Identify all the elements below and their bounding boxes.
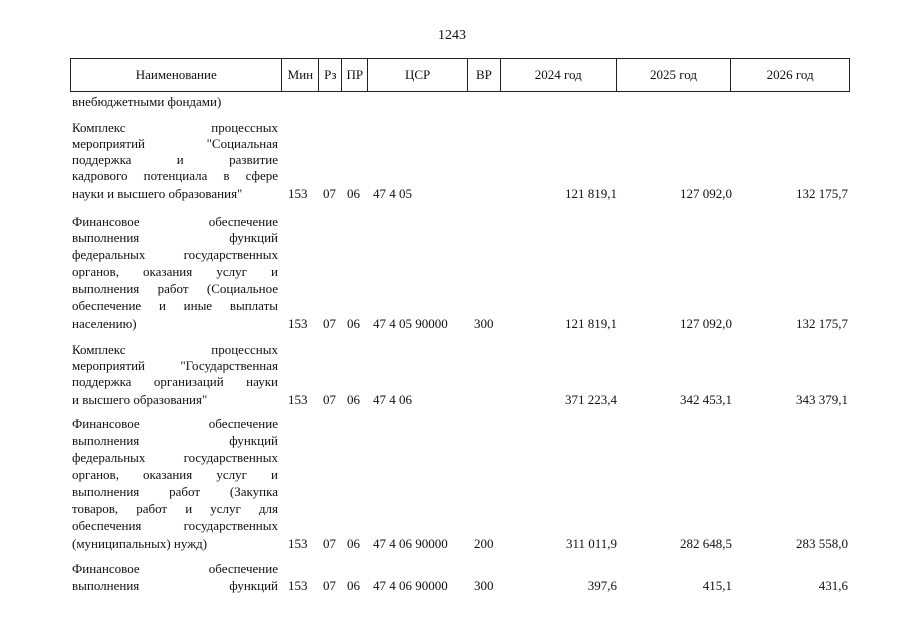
row-name-line: науки и высшего образования" [72,186,243,201]
row-csr: 47 4 06 90000 [373,536,448,551]
header-rz: Рз [319,59,342,91]
row-name-line: обеспечения государственных [72,518,278,533]
row-pr: 06 [347,578,360,593]
row-rz: 07 [323,536,336,551]
row-pr: 06 [347,316,360,331]
row-min: 153 [288,392,308,407]
row-min: 153 [288,536,308,551]
row-name-line: Финансовое обеспечение [72,561,278,576]
row-value-2026: 343 379,1 [796,392,848,407]
row-name-line: товаров, работ и услуг для [72,501,278,516]
row-pr: 06 [347,392,360,407]
row-name-line: населению) [72,316,137,331]
row-value-2024: 121 819,1 [565,316,617,331]
row-name-line: мероприятий "Государственная [72,358,278,373]
row-name-line: выполнения функций [72,433,278,448]
row-vr: 300 [474,578,494,593]
header-min: Мин [282,59,319,91]
header-pr: ПР [342,59,368,91]
row-rz: 07 [323,186,336,201]
row-csr: 47 4 06 90000 [373,578,448,593]
row-name-line: кадрового потенциала в сфере [72,168,278,183]
row-name-line: Финансовое обеспечение [72,214,278,229]
row-name-line: обеспечение и иные выплаты [72,298,278,313]
row-name-line: органов, оказания услуг и [72,264,278,279]
row-value-2026: 431,6 [818,578,848,593]
row-name-line: выполнения функций [72,578,278,593]
header-vr: ВР [468,59,501,91]
row-value-2025: 415,1 [702,578,732,593]
row-min: 153 [288,186,308,201]
row-value-2025: 282 648,5 [680,536,732,551]
row-csr: 47 4 05 [373,186,412,201]
row-vr: 300 [474,316,494,331]
row-value-2025: 127 092,0 [680,186,732,201]
row-name-line: мероприятий "Социальная [72,136,278,151]
row-csr: 47 4 05 90000 [373,316,448,331]
row-value-2024: 121 819,1 [565,186,617,201]
row-pr: 06 [347,536,360,551]
header-2026: 2026 год [766,67,814,82]
row-name-line: Комплекс процессных [72,120,278,135]
row-value-2024: 397,6 [587,578,617,593]
header-csr: ЦСР [368,59,468,91]
row-name-line: поддержка организаций науки [72,374,278,389]
row-name-line: поддержка и развитие [72,152,278,167]
row-name-line: Комплекс процессных [72,342,278,357]
row-rz: 07 [323,578,336,593]
page-number: 1243 [438,28,466,43]
row-pr: 06 [347,186,360,201]
row-min: 153 [288,316,308,331]
row-rz: 07 [323,392,336,407]
table-header [70,58,850,92]
row-name-line: выполнения работ (Социальное [72,281,278,296]
row-value-2025: 127 092,0 [680,316,732,331]
header-name: Наименование [71,59,282,91]
header-2024: 2024 год [501,59,617,91]
row-vr: 200 [474,536,494,551]
continuation-text: внебюджетными фондами) [72,94,222,109]
row-value-2026: 132 175,7 [796,186,848,201]
row-name-line: федеральных государственных [72,450,278,465]
row-min: 153 [288,578,308,593]
row-value-2024: 371 223,4 [565,392,617,407]
row-value-2026: 283 558,0 [796,536,848,551]
row-value-2026: 132 175,7 [796,316,848,331]
row-value-2024: 311 011,9 [565,536,617,551]
row-name-line: (муниципальных) нужд) [72,536,208,551]
row-csr: 47 4 06 [373,392,412,407]
row-value-2025: 342 453,1 [680,392,732,407]
row-name-line: выполнения функций [72,230,278,245]
row-name-line: органов, оказания услуг и [72,467,278,482]
row-name-line: выполнения работ (Закупка [72,484,278,499]
row-name-line: и высшего образования" [72,392,208,407]
row-name-line: Финансовое обеспечение [72,416,278,431]
row-rz: 07 [323,316,336,331]
header-2025: 2025 год [617,59,732,91]
row-name-line: федеральных государственных [72,247,278,262]
